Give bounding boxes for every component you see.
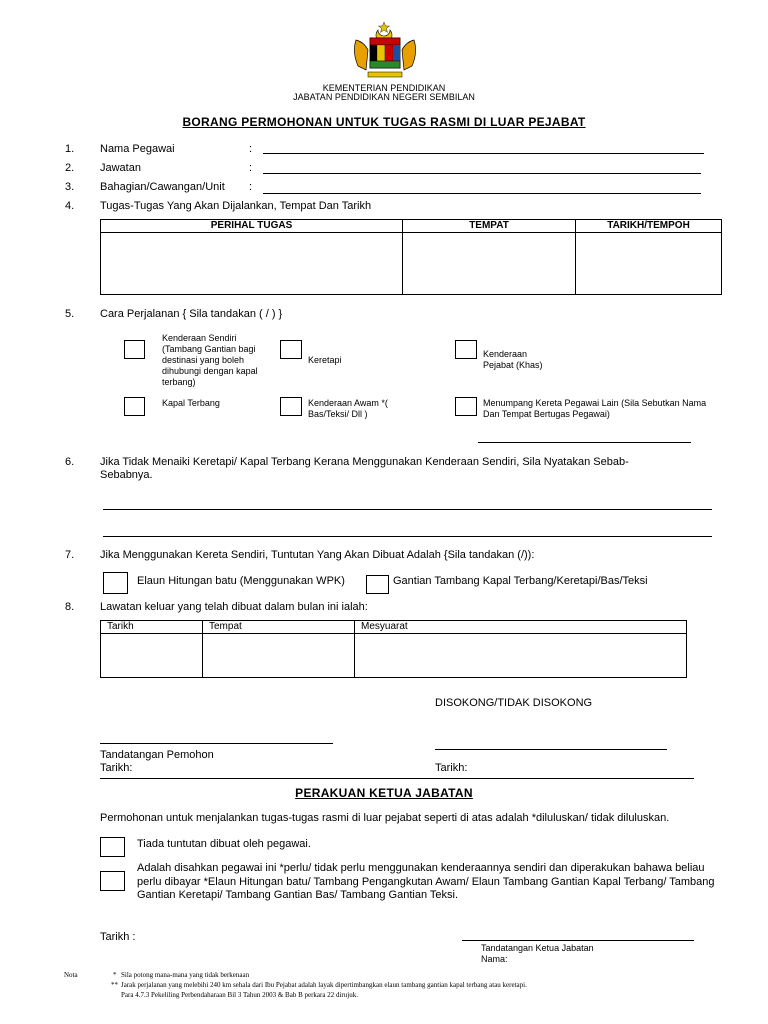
section-number: 4. xyxy=(65,200,75,212)
ride-other-label: Menumpang Kereta Pegawai Lain (Sila Sebutkan Nama Dan Tempat Bertugas Pegawai) xyxy=(483,398,707,419)
field-number: 1. xyxy=(65,143,75,155)
section8-label: Lawatan keluar yang telah dibuat dalam bulan ini ialah: xyxy=(100,601,368,613)
column-header-mesyuarat: Mesyuarat xyxy=(355,621,687,634)
mileage-allowance-label: Elaun Hitungan batu (Menggunakan WPK) xyxy=(137,575,345,587)
field-number: 3. xyxy=(65,181,75,193)
note-mark: ** xyxy=(111,981,118,989)
section4-label: Tugas-Tugas Yang Akan Dijalankan, Tempat Dan Tarikh xyxy=(100,200,372,212)
ride-other-input-line[interactable] xyxy=(478,442,691,443)
office-vehicle-label: Kenderaan Pejabat (Khas) xyxy=(483,349,543,370)
office-vehicle-checkbox[interactable] xyxy=(455,340,477,359)
ministry-name: KEMENTERIAN PENDIDIKAN xyxy=(322,83,446,93)
head-signature-line[interactable] xyxy=(462,940,694,941)
tempat-cell[interactable] xyxy=(403,233,576,295)
note-3: Para 4.7.3 Pekeliling Perbendaharaan Bil 3 Tahun 2003 & Bab B perkara 22 dirujuk. xyxy=(121,991,358,999)
column-header-tarikh: Tarikh xyxy=(101,621,203,634)
no-claim-checkbox[interactable] xyxy=(100,837,125,857)
section-number: 6. xyxy=(65,456,75,468)
field-label-jawatan: Jawatan xyxy=(100,162,141,174)
duties-table xyxy=(100,219,722,295)
own-vehicle-checkbox[interactable] xyxy=(124,340,145,359)
claim-approved-label: Adalah disahkan pegawai ini *perlu/ tidak perlu menggunakan kenderaannya sendiri dan diperakukan bahawa beliau perlu dibayar *Elaun Hitungan batu/ Tambang Pengangkutan Awam/ Elaun Tambang Gantian Kapal Terbang/ Tambang Gantian Keretapi/ Tambang Gantian Bas/ Tambang Gantian Teksi. xyxy=(137,862,715,901)
field-label-bahagian: Bahagian/Cawangan/Unit xyxy=(100,181,225,193)
section-number: 7. xyxy=(65,549,75,561)
column-header-perihal-tugas: PERIHAL TUGAS xyxy=(101,220,403,233)
applicant-signature-label: Tandatangan Pemohon xyxy=(100,749,214,761)
applicant-date-label: Tarikh: xyxy=(100,762,133,774)
column-header-tempat: TEMPAT xyxy=(403,220,576,233)
form-title: BORANG PERMOHONAN UNTUK TUGAS RASMI DI LUAR PEJABAT xyxy=(182,115,586,129)
bahagian-input-line[interactable] xyxy=(263,193,701,194)
coat-of-arms-logo xyxy=(350,20,420,82)
head-signature-label: Tandatangan Ketua Jabatan xyxy=(481,943,594,953)
column-header-tempat: Tempat xyxy=(203,621,355,634)
head-name-label: Nama: xyxy=(481,954,508,964)
mesyuarat-cell[interactable] xyxy=(355,634,687,678)
section-divider xyxy=(100,778,694,779)
note-2: Jarak perjalanan yang melebihi 240 km sehala dari Ibu Pejabat adalah layak dipertimbangkan elaun tambang gantian kapal terbang atau keretapi. xyxy=(121,981,527,989)
train-label: Keretapi xyxy=(308,355,342,365)
department-name: JABATAN PENDIDIKAN NEGERI SEMBILAN xyxy=(293,92,475,102)
jawatan-input-line[interactable] xyxy=(263,173,701,174)
note-mark: * xyxy=(113,971,117,979)
airplane-checkbox[interactable] xyxy=(124,397,145,416)
note-1: Sila potong mana-mana yang tidak berkenaan xyxy=(121,971,250,979)
notes-label: Nota xyxy=(64,971,78,979)
field-number: 2. xyxy=(65,162,75,174)
reason-input-line[interactable] xyxy=(103,509,712,510)
tarikh-cell[interactable] xyxy=(101,634,203,678)
support-status: DISOKONG/TIDAK DISOKONG xyxy=(435,697,593,709)
nama-pegawai-input-line[interactable] xyxy=(263,153,704,154)
claim-approved-checkbox[interactable] xyxy=(100,871,125,891)
tarikh-tempoh-cell[interactable] xyxy=(576,233,722,295)
applicant-signature-line[interactable] xyxy=(100,743,333,744)
certification-title: PERAKUAN KETUA JABATAN xyxy=(295,786,473,800)
train-checkbox[interactable] xyxy=(280,340,302,359)
mileage-allowance-checkbox[interactable] xyxy=(103,572,128,594)
ride-other-checkbox[interactable] xyxy=(455,397,477,416)
fare-replacement-label: Gantian Tambang Kapal Terbang/Keretapi/Bas/Teksi xyxy=(393,575,648,587)
section-number: 5. xyxy=(65,308,75,320)
tempat-cell[interactable] xyxy=(203,634,355,678)
head-date-label: Tarikh : xyxy=(100,931,136,943)
supporter-signature-line[interactable] xyxy=(435,749,667,750)
section-number: 8. xyxy=(65,601,75,613)
supporter-date-label: Tarikh: xyxy=(435,762,468,774)
public-vehicle-label: Kenderaan Awam *( Bas/Teksi/ Dll ) xyxy=(308,398,388,419)
public-vehicle-checkbox[interactable] xyxy=(280,397,302,416)
visits-table xyxy=(100,620,687,678)
field-colon: : xyxy=(249,162,253,174)
section5-label: Cara Perjalanan { Sila tandakan ( / ) } xyxy=(100,308,283,320)
field-label-nama-pegawai: Nama Pegawai xyxy=(100,143,175,155)
reason-input-line[interactable] xyxy=(103,536,712,537)
no-claim-label: Tiada tuntutan dibuat oleh pegawai. xyxy=(137,838,311,850)
field-colon: : xyxy=(249,181,253,193)
section6-label: Jika Tidak Menaiki Keretapi/ Kapal Terbang Kerana Menggunakan Kenderaan Sendiri, Sila Nyatakan Sebab-Sebabnya. xyxy=(100,456,629,481)
field-colon: : xyxy=(249,143,253,155)
airplane-label: Kapal Terbang xyxy=(162,398,220,408)
own-vehicle-label: Kenderaan Sendiri (Tambang Gantian bagi destinasi yang boleh dihubungi dengan kapal terbang) xyxy=(162,333,258,387)
fare-replacement-checkbox[interactable] xyxy=(366,575,389,594)
perihal-tugas-cell[interactable] xyxy=(101,233,403,295)
certification-intro: Permohonan untuk menjalankan tugas-tugas rasmi di luar pejabat seperti di atas adalah *diluluskan/ tidak diluluskan. xyxy=(100,812,670,824)
column-header-tarikh-tempoh: TARIKH/TEMPOH xyxy=(576,220,722,233)
section7-label: Jika Menggunakan Kereta Sendiri, Tuntutan Yang Akan Dibuat Adalah {Sila tandakan (/)): xyxy=(100,549,535,561)
